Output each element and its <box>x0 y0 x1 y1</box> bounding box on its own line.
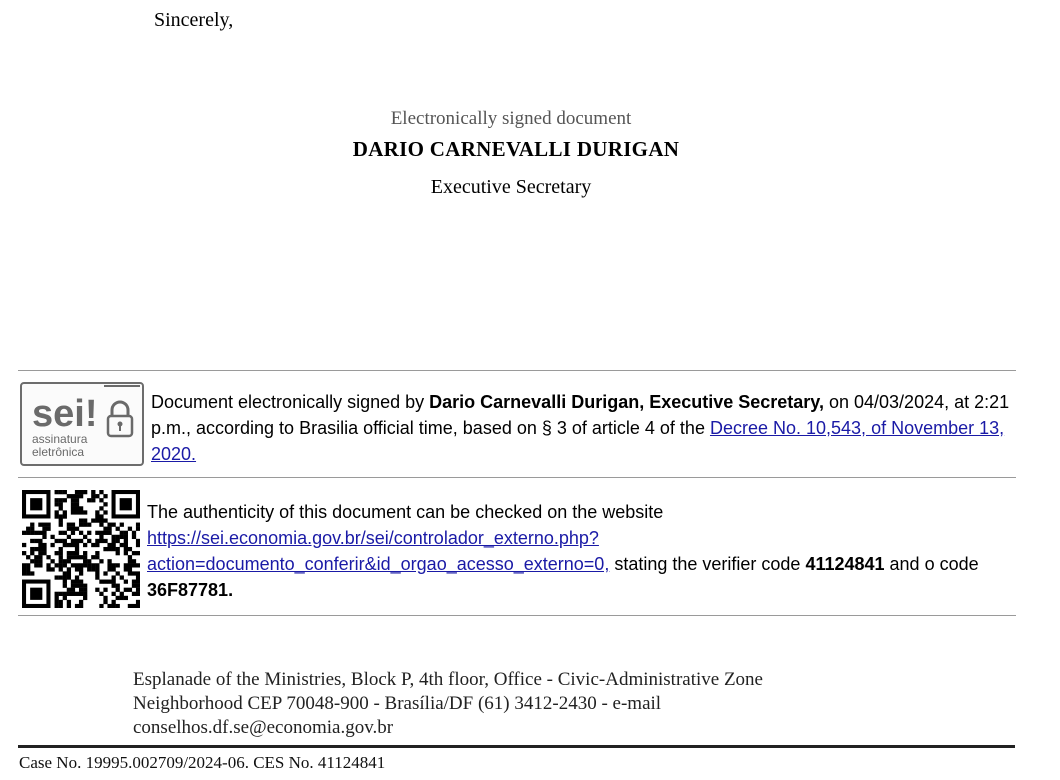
sei-signature-seal-icon <box>20 382 144 466</box>
divider-middle <box>18 477 1016 478</box>
signature-text-after: on 04/03/2024, at 2:21 p.m., according to Brasilia official time, based on § 3 of article 4 of the <box>151 392 1010 438</box>
verification-url-link[interactable]: https://sei.economia.gov.br/sei/controlador_externo.php?action=documento_conferir&id_orgao_acesso_externo=0, <box>147 528 610 574</box>
signature-signer-bold: Dario Carnevalli Durigan, Executive Secretary, <box>429 392 824 412</box>
case-reference: Case No. 19995.002709/2024-06. CES No. 41124841 <box>19 753 386 772</box>
padlock-icon <box>108 402 132 436</box>
qr-code-icon[interactable] <box>22 490 140 608</box>
authenticity-statement <box>147 499 1037 603</box>
address-line-1: Esplanade of the Ministries, Block P, 4th floor, Office - Civic-Administrative Zone <box>133 669 763 690</box>
seal-caption-1: assinatura <box>32 432 88 446</box>
divider-top <box>18 370 1016 371</box>
signature-note: Electronically signed document <box>390 108 632 129</box>
verification-text-before: The authenticity of this document can be checked on the website <box>147 502 664 522</box>
electronic-signature-statement <box>151 389 1011 467</box>
office-address <box>133 668 853 740</box>
address-line-3: conselhos.df.se@economia.gov.br <box>133 717 394 738</box>
seal-caption-2: eletrônica <box>32 445 85 459</box>
crc-code: 36F87781. <box>147 580 234 600</box>
closing-salutation: Sincerely, <box>154 9 234 31</box>
divider-bottom <box>18 615 1016 616</box>
verification-text-and: and o code <box>884 554 979 574</box>
verifier-code: 41124841 <box>805 554 885 574</box>
seal-sei-text: sei! <box>32 393 98 435</box>
footer-rule <box>18 745 1015 748</box>
address-line-2: Neighborhood CEP 70048-900 - Brasília/DF (61) 3412-2430 - e-mail <box>133 693 662 714</box>
verification-text-mid: stating the verifier code <box>609 554 806 574</box>
decree-link[interactable]: Decree No. 10,543, of November 13, 2020. <box>151 418 1005 464</box>
signature-text-before: Document electronically signed by <box>151 392 430 412</box>
signer-name: DARIO CARNEVALLI DURIGAN <box>352 137 680 161</box>
signer-title: Executive Secretary <box>430 176 592 198</box>
